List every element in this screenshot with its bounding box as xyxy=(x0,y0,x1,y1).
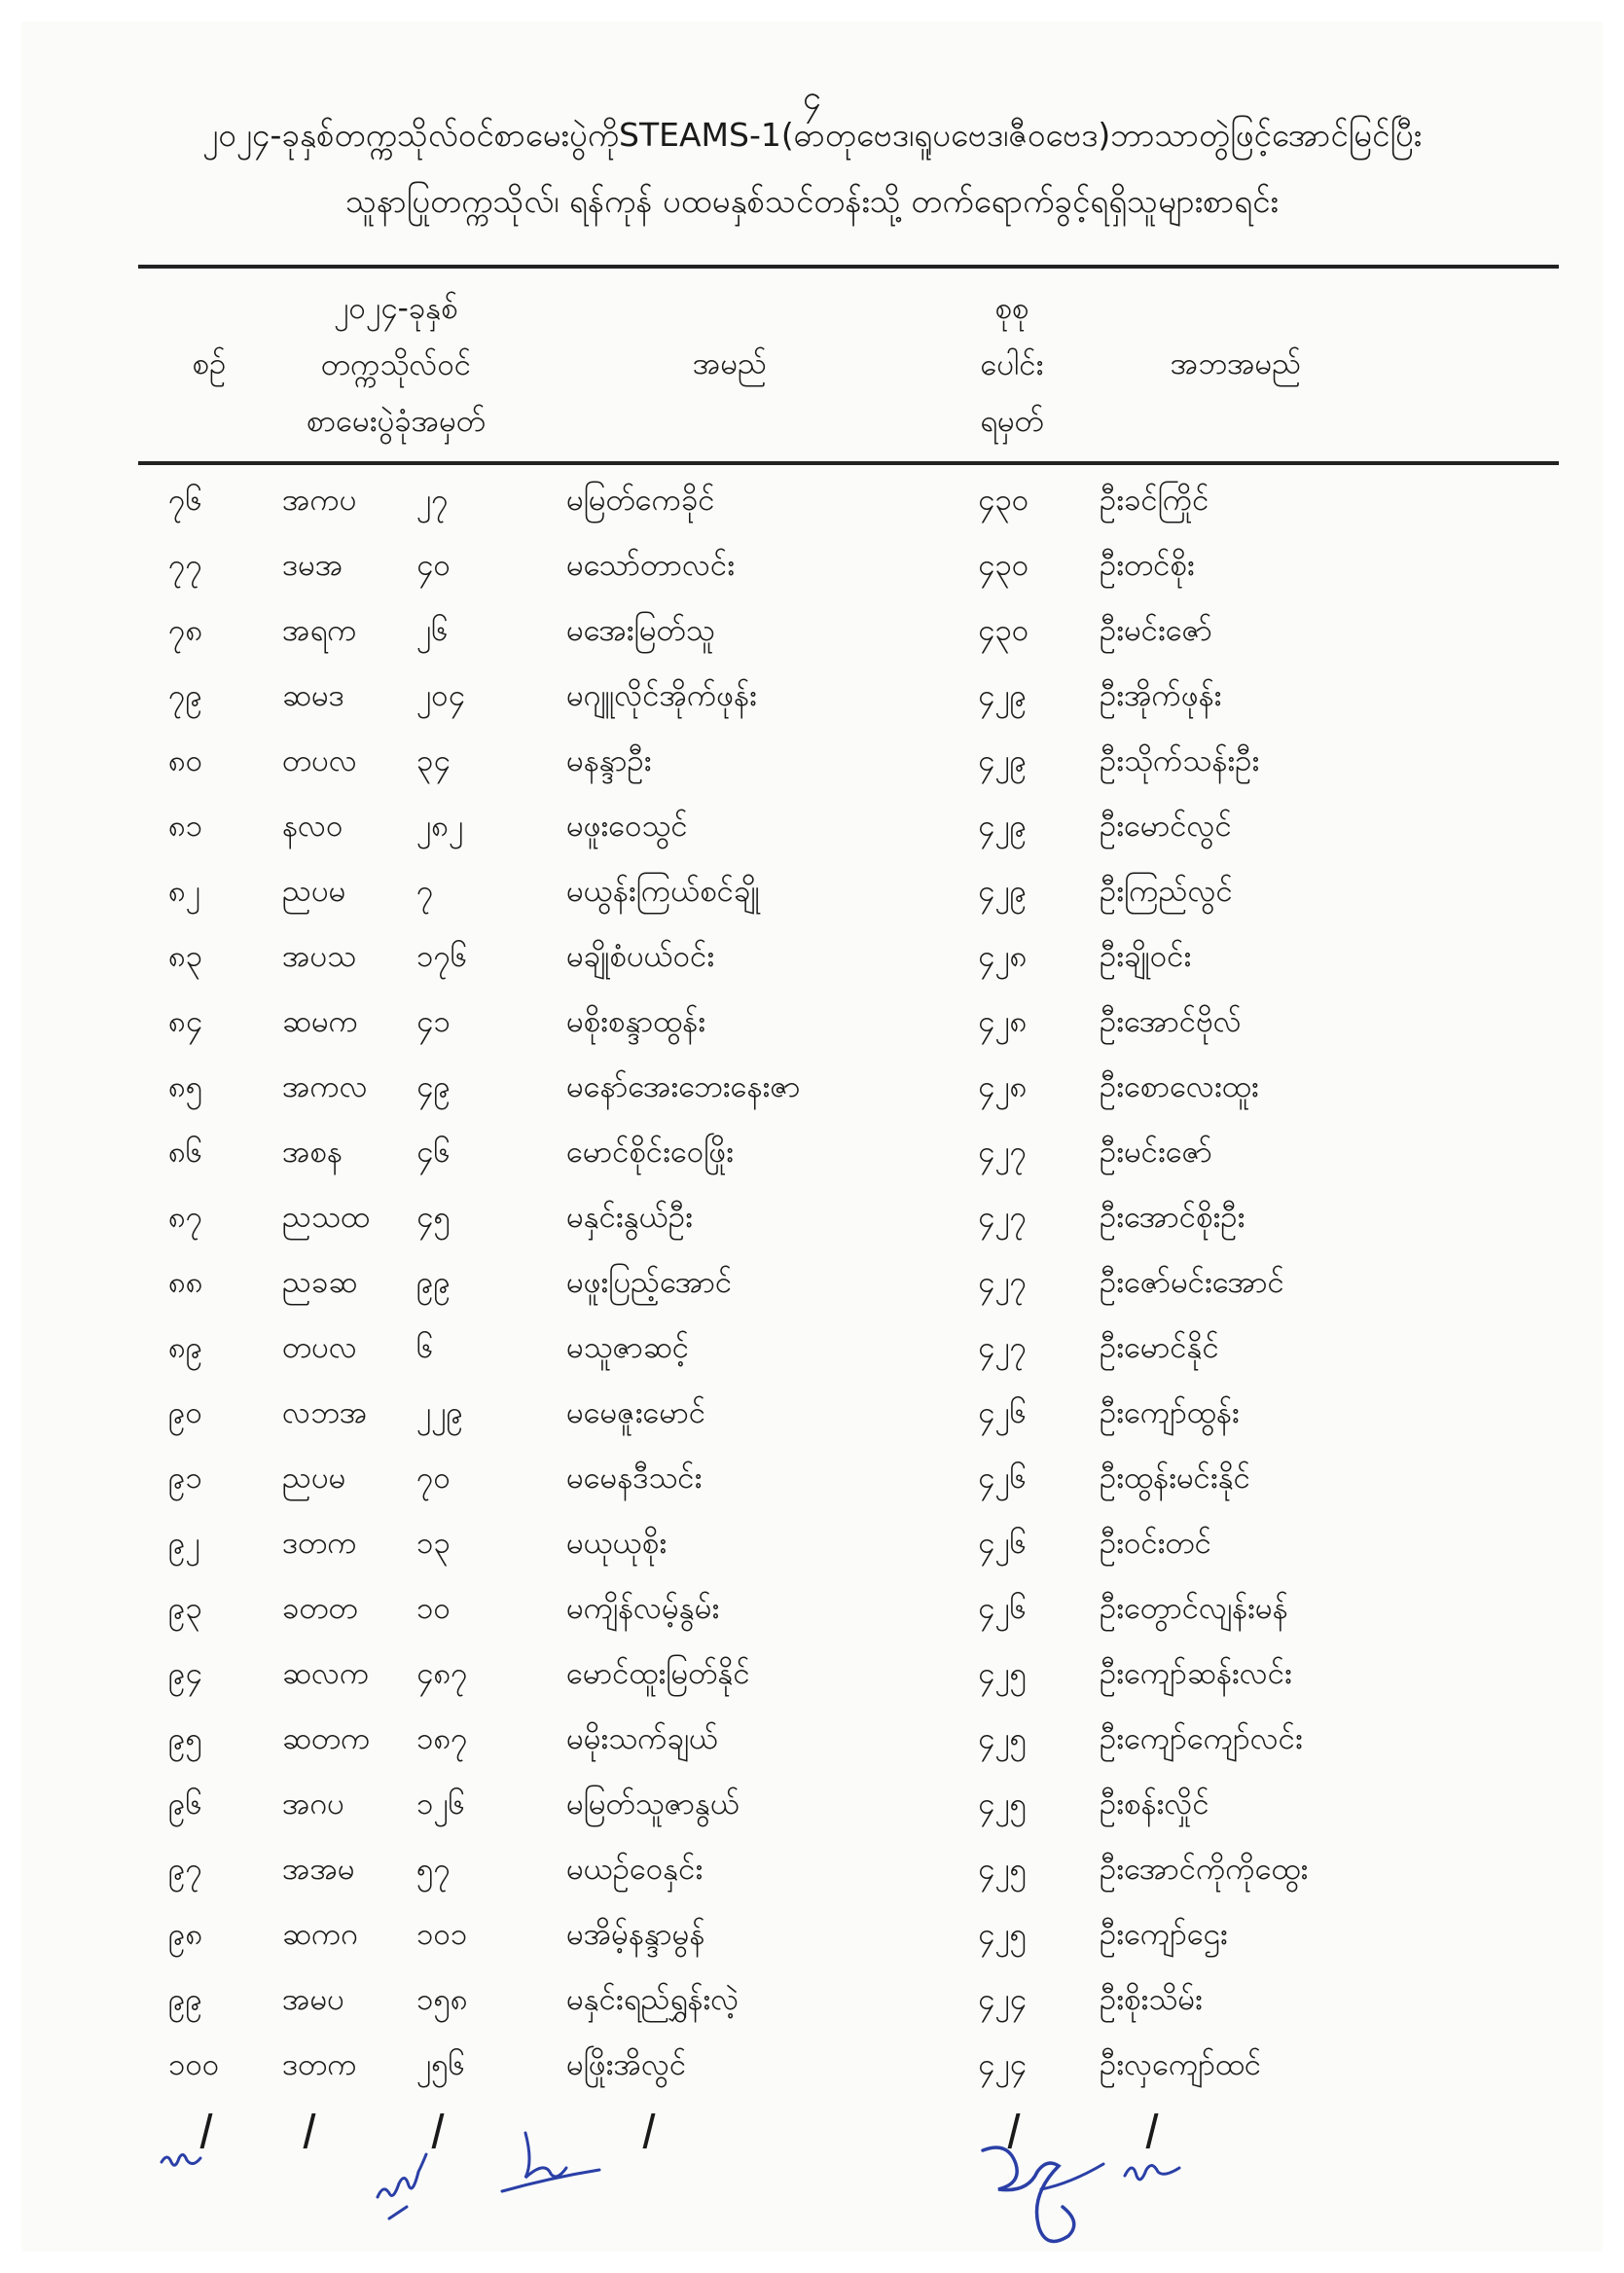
table-header-rule xyxy=(138,461,1559,465)
row-father-name: ဦးစန်းလှိုင် xyxy=(1100,1786,1209,1822)
row-serial: ၉၉ xyxy=(168,1982,202,2017)
row-name: မောင်ထူးမြတ်နိုင် xyxy=(566,1656,750,1691)
row-father-name: ဦးကျော်ကျော်လင်း xyxy=(1100,1721,1303,1756)
row-roll-number: ၁၂၆ xyxy=(416,1786,466,1822)
row-roll-number: ၄၁ xyxy=(416,1004,451,1039)
row-total-score: ၄၂၉ xyxy=(978,809,1028,844)
row-serial: ၈၀ xyxy=(168,743,203,778)
signature-initial-3 xyxy=(496,2121,603,2199)
table-row xyxy=(0,2034,1624,2099)
row-name: မဖူးဝေသွင် xyxy=(566,809,688,844)
row-roll-number: ၂၀၄ xyxy=(416,678,466,713)
row-father-name: ဦးဇော်မင်းအောင် xyxy=(1100,1265,1284,1300)
row-roll-code: လဘအ xyxy=(282,1395,368,1430)
row-roll-number: ၂၆ xyxy=(416,613,449,648)
row-roll-number: ၇၀ xyxy=(416,1461,451,1496)
row-total-score: ၄၂၅ xyxy=(978,1656,1028,1691)
row-name: မစိုးစန္ဒာထွန်း xyxy=(566,1004,706,1039)
header-serial: စဉ် xyxy=(192,346,227,381)
header-roll-line-2: တက္ကသိုလ်ဝင် xyxy=(320,347,472,382)
row-serial: ၇၉ xyxy=(168,678,202,713)
row-total-score: ၄၂၅ xyxy=(978,1721,1028,1756)
row-serial: ၉၇ xyxy=(168,1852,202,1887)
row-total-score: ၄၂၈ xyxy=(978,1069,1028,1104)
row-roll-code: ဒတက xyxy=(282,2047,357,2082)
signature-initial-4 xyxy=(1119,2150,1187,2189)
row-roll-number: ၂၈၂ xyxy=(416,809,464,844)
row-name: မမြတ်ကေခိုင် xyxy=(566,483,715,518)
row-name: မသော်တာလင်း xyxy=(566,548,736,583)
row-father-name: ဦးအောင်ဗိုလ် xyxy=(1100,1004,1242,1039)
row-serial: ၈၇ xyxy=(168,1200,203,1235)
row-serial: ၈၁ xyxy=(168,809,203,844)
row-father-name: ဦးထွန်းမင်းနိုင် xyxy=(1100,1461,1250,1496)
row-roll-number: ၇ xyxy=(416,874,434,909)
row-serial: ၉၈ xyxy=(168,1917,203,1952)
row-serial: ၉၆ xyxy=(168,1786,202,1822)
row-roll-code: အအမ xyxy=(282,1852,355,1887)
table-row xyxy=(0,1968,1624,2034)
row-name: မအိမ့်နန္ဒာမွန် xyxy=(566,1917,705,1952)
row-serial: ၉၅ xyxy=(168,1721,202,1756)
row-total-score: ၄၂၆ xyxy=(978,1591,1028,1626)
row-total-score: ၄၂၆ xyxy=(978,1395,1028,1430)
row-serial: ၈၅ xyxy=(168,1069,203,1104)
row-total-score: ၄၂၆ xyxy=(978,1461,1028,1496)
table-row xyxy=(0,1121,1624,1186)
row-total-score: ၄၂၇ xyxy=(978,1265,1028,1300)
row-roll-code: အကပ xyxy=(282,483,357,518)
row-name: မယွန်းကြယ်စင်ချို xyxy=(566,874,760,909)
row-name: မနန္ဒာဦး xyxy=(566,743,652,778)
row-roll-code: ဆတက xyxy=(282,1721,371,1756)
row-name: မမိုးသက်ချယ် xyxy=(566,1721,719,1756)
row-roll-number: ၉၉ xyxy=(416,1265,451,1300)
row-name: မောင်စိုင်းဝေဖြိုး xyxy=(566,1135,735,1170)
row-name: မချိုစံပယ်ဝင်း xyxy=(566,939,715,974)
row-name: မယဉ်ဝေနှင်း xyxy=(566,1852,704,1887)
row-serial: ၈၂ xyxy=(168,874,200,909)
header-roll-line-3: စာမေးပွဲခုံအမှတ် xyxy=(306,404,487,439)
row-total-score: ၄၂၉ xyxy=(978,743,1028,778)
row-serial: ၈၃ xyxy=(168,939,203,974)
row-roll-code: ဆကဂ xyxy=(282,1917,359,1952)
table-row xyxy=(0,1186,1624,1251)
row-roll-code: တပလ xyxy=(282,1330,357,1365)
table-row xyxy=(0,860,1624,925)
row-total-score: ၄၂၈ xyxy=(978,939,1028,974)
row-roll-number: ၁၀၁ xyxy=(416,1917,468,1952)
table-row xyxy=(0,925,1624,991)
row-name: မနှင်းရည်ရွှန်းလဲ့ xyxy=(566,1982,740,2017)
row-name: မမေနဒီသင်း xyxy=(566,1461,703,1496)
row-total-score: ၄၂၅ xyxy=(978,1852,1028,1887)
row-total-score: ၄၂၇ xyxy=(978,1330,1028,1365)
table-row xyxy=(0,1903,1624,1968)
row-serial: ၉၂ xyxy=(168,1526,200,1561)
row-father-name: ဦးလှကျော်ထင် xyxy=(1100,2047,1262,2082)
row-roll-number: ၄၆ xyxy=(416,1135,451,1170)
row-serial: ၈၆ xyxy=(168,1135,203,1170)
row-roll-number: ၄၈၇ xyxy=(416,1656,468,1691)
row-name: မအေးမြတ်သူ xyxy=(566,613,715,648)
row-name: မသူဇာဆင့် xyxy=(566,1330,690,1365)
header-roll-line-1: ၂၀၂၄-ခုနှစ် xyxy=(334,291,458,326)
row-roll-number: ၃၄ xyxy=(416,743,451,778)
row-roll-number: ၂၅၆ xyxy=(416,2047,466,2082)
row-total-score: ၄၂၈ xyxy=(978,1004,1028,1039)
row-roll-code: ဆမက xyxy=(282,1004,359,1039)
row-name: မနော်အေးဘေးနေးဇာ xyxy=(566,1069,801,1104)
row-name: မဂျူလိုင်အိုက်ဖုန်း xyxy=(566,678,757,713)
row-roll-code: အမပ xyxy=(282,1982,344,2017)
row-father-name: ဦးသိုက်သန်းဦး xyxy=(1100,743,1260,778)
row-father-name: ဦးမင်းဇော် xyxy=(1100,1135,1212,1170)
row-roll-code: အကလ xyxy=(282,1069,368,1104)
row-father-name: ဦးမင်းဇော် xyxy=(1100,613,1212,648)
row-roll-code: ညပမ xyxy=(282,1461,346,1496)
row-father-name: ဦးကျော်ထွန်း xyxy=(1100,1395,1240,1430)
row-father-name: ဦးတင်စိုး xyxy=(1100,548,1195,583)
row-roll-code: ဆမဒ xyxy=(282,678,344,713)
row-roll-code: ဒမအ xyxy=(282,548,343,583)
row-roll-number: ၄၉ xyxy=(416,1069,451,1104)
row-father-name: ဦးချိုဝင်း xyxy=(1100,939,1192,974)
row-total-score: ၄၂၉ xyxy=(978,678,1028,713)
table-row xyxy=(0,795,1624,860)
row-name: မမြတ်သူဇာနွယ် xyxy=(566,1786,740,1822)
table-row xyxy=(0,599,1624,665)
table-row xyxy=(0,1708,1624,1773)
row-serial: ၉၀ xyxy=(168,1395,202,1430)
header-father-name: အဘအမည် xyxy=(1170,346,1302,381)
table-row xyxy=(0,991,1624,1056)
row-roll-code: တပလ xyxy=(282,743,357,778)
row-name: မနှင်းနွယ်ဦး xyxy=(566,1200,693,1235)
row-roll-number: ၁၃ xyxy=(416,1526,451,1561)
row-father-name: ဦးစိုးသိမ်း xyxy=(1100,1982,1203,2017)
row-name: မကျိန်လမ့်နွမ်း xyxy=(566,1591,720,1626)
table-row xyxy=(0,1251,1624,1317)
header-roll-number xyxy=(255,280,537,450)
row-serial: ၁၀၀ xyxy=(168,2047,220,2082)
row-father-name: ဦးအိုက်ဖုန်း xyxy=(1100,678,1222,713)
row-roll-number: ၅၇ xyxy=(416,1852,451,1887)
row-serial: ၉၁ xyxy=(168,1461,202,1496)
row-roll-number: ၁၇၆ xyxy=(416,939,468,974)
row-roll-number: ၄၅ xyxy=(416,1200,451,1235)
table-row xyxy=(0,1577,1624,1642)
table-row xyxy=(0,534,1624,599)
header-score-line-3: ရမှတ် xyxy=(980,404,1044,439)
row-roll-number: ၂၂၉ xyxy=(416,1395,463,1430)
row-roll-number: ၁၈၇ xyxy=(416,1721,468,1756)
row-serial: ၇၆ xyxy=(168,483,202,518)
table-row xyxy=(0,1642,1624,1708)
page-number: ၄ xyxy=(802,79,822,118)
row-father-name: ဦးအောင်ကိုကိုထွေး xyxy=(1100,1852,1309,1887)
row-serial: ၉၄ xyxy=(168,1656,202,1691)
row-total-score: ၄၂၇ xyxy=(978,1200,1028,1235)
row-roll-code: အစန xyxy=(282,1135,343,1170)
row-roll-number: ၆ xyxy=(416,1330,434,1365)
row-roll-number: ၁၀ xyxy=(416,1591,451,1626)
row-father-name: ဦးမောင်နိုင် xyxy=(1100,1330,1219,1365)
row-roll-code: ညခဆ xyxy=(282,1265,358,1300)
row-roll-number: ၁၅၈ xyxy=(416,1982,468,2017)
row-roll-code: အပသ xyxy=(282,939,357,974)
row-roll-code: ဆလက xyxy=(282,1656,370,1691)
signature-initial-2 xyxy=(370,2141,448,2228)
header-score-line-1: စုစု xyxy=(994,291,1029,326)
row-father-name: ဦးတွောင်လျန်းမန် xyxy=(1100,1591,1288,1626)
row-roll-number: ၄၀ xyxy=(416,548,451,583)
row-roll-number: ၂၇ xyxy=(416,483,449,518)
header-total-score xyxy=(954,280,1070,450)
row-father-name: ဦးမောင်လွင် xyxy=(1100,809,1232,844)
table-row xyxy=(0,1056,1624,1121)
table-row xyxy=(0,1317,1624,1382)
row-serial: ၈၄ xyxy=(168,1004,203,1039)
row-roll-code: အဂပ xyxy=(282,1786,344,1822)
table-row xyxy=(0,1512,1624,1577)
row-serial: ၈၈ xyxy=(168,1265,203,1300)
row-roll-code: ညပမ xyxy=(282,874,346,909)
row-total-score: ၄၂၆ xyxy=(978,1526,1028,1561)
row-name: မဖြိုးအိလွင် xyxy=(566,2047,687,2082)
row-serial: ၇၈ xyxy=(168,613,203,648)
header-name: အမည် xyxy=(692,346,768,381)
table-row xyxy=(0,730,1624,795)
row-father-name: ဦးစောလေးထူး xyxy=(1100,1069,1259,1104)
table-row xyxy=(0,1382,1624,1447)
row-total-score: ၄၂၄ xyxy=(978,1982,1028,2017)
row-roll-code: ညသထ xyxy=(282,1200,370,1235)
row-name: မဖူးပြည့်အောင် xyxy=(566,1265,733,1300)
table-row xyxy=(0,469,1624,534)
table-row xyxy=(0,1447,1624,1512)
row-roll-code: ဒတက xyxy=(282,1526,357,1561)
row-total-score: ၄၂၉ xyxy=(978,874,1028,909)
table-row xyxy=(0,1838,1624,1903)
row-name: မယုယုစိုး xyxy=(566,1526,668,1561)
table-row xyxy=(0,665,1624,730)
table-top-rule xyxy=(138,265,1559,269)
row-total-score: ၄၃၀ xyxy=(978,483,1029,518)
row-total-score: ၄၂၅ xyxy=(978,1786,1028,1822)
document-title-line-2: သူနာပြုတက္ကသိုလ်၊ ရန်ကုန် ပထမနှစ်သင်တန်းသို့ တက်ရောက်ခွင့်ရရှိသူများစာရင်း xyxy=(345,182,1279,220)
student-table-body xyxy=(0,469,1624,2099)
row-serial: ၈၉ xyxy=(168,1330,203,1365)
row-father-name: ဦးကျော်ဌေး xyxy=(1100,1917,1228,1952)
row-total-score: ၄၂၇ xyxy=(978,1135,1028,1170)
row-total-score: ၄၂၄ xyxy=(978,2047,1028,2082)
row-father-name: ဦးကြည်လွင် xyxy=(1100,874,1233,909)
row-father-name: ဦးအောင်စိုးဦး xyxy=(1100,1200,1245,1235)
row-total-score: ၄၂၅ xyxy=(978,1917,1028,1952)
signature-main xyxy=(973,2131,1109,2257)
row-father-name: ဦးဝင်းတင် xyxy=(1100,1526,1211,1561)
row-name: မမေဇူးမောင် xyxy=(566,1395,706,1430)
row-total-score: ၄၃၀ xyxy=(978,548,1029,583)
row-serial: ၉၃ xyxy=(168,1591,202,1626)
row-total-score: ၄၃၀ xyxy=(978,613,1029,648)
row-serial: ၇၇ xyxy=(168,548,202,583)
document-title-line-1: ၂၀၂၄-ခုနှစ်တက္ကသိုလ်ဝင်စာမေးပွဲကိုSTEAMS-1(ဓာတုဗေဒ၊ရူပဗေဒ၊ဇီဝဗေဒ)ဘာသာတွဲဖြင့်အောင်မြင်ပြီး xyxy=(201,116,1423,154)
table-row xyxy=(0,1773,1624,1838)
signature-initial-1 xyxy=(156,2141,214,2180)
row-roll-code: အရက xyxy=(282,613,357,648)
row-father-name: ဦးကျော်ဆန်းလင်း xyxy=(1100,1656,1292,1691)
row-roll-code: နလဝ xyxy=(282,809,343,844)
header-score-line-2: ပေါင်း xyxy=(980,347,1044,382)
row-roll-code: ခတတ xyxy=(282,1591,358,1626)
row-father-name: ဦးခင်ကြိုင် xyxy=(1100,483,1209,518)
